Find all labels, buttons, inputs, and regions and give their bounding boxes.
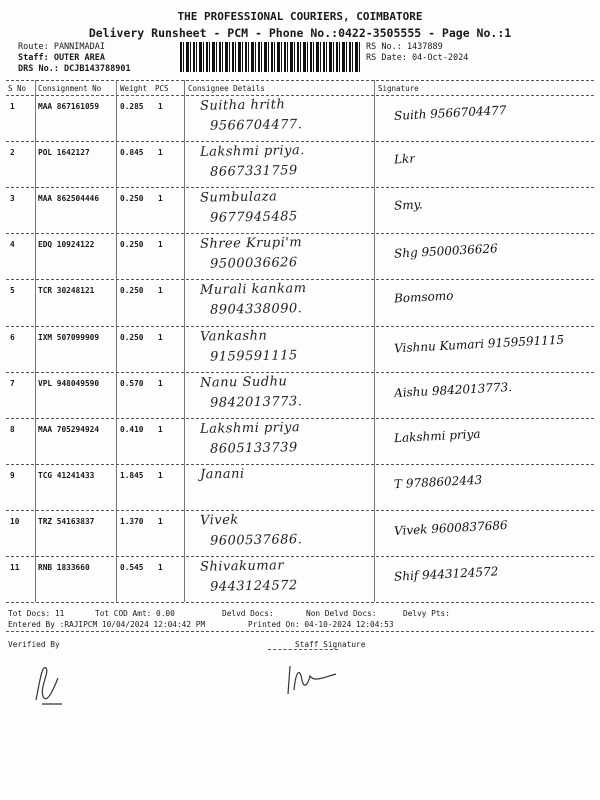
staff-label: Staff: OUTER AREA bbox=[18, 53, 105, 63]
header-bottom-line bbox=[6, 95, 594, 96]
row-consignee-phone: 8667331759 bbox=[209, 163, 298, 180]
row-consignment: TCR 30248121 bbox=[38, 286, 95, 296]
row-consignment: MAA 862504446 bbox=[38, 194, 100, 204]
row-consignee-name: Lakshmi priya bbox=[199, 419, 301, 437]
row-consignee-phone: 9500036626 bbox=[209, 255, 298, 273]
row-separator bbox=[6, 418, 594, 419]
staff-signature bbox=[282, 660, 342, 700]
row-separator bbox=[6, 464, 594, 465]
row-sno: 2 bbox=[10, 148, 15, 158]
row-sno: 8 bbox=[10, 424, 15, 434]
row-pcs: 1 bbox=[158, 424, 163, 434]
verified-by-label: Verified By bbox=[8, 640, 60, 649]
row-consignee-name: Suitha hrith bbox=[199, 97, 286, 114]
rs-date: RS Date: 04-Oct-2024 bbox=[366, 53, 469, 63]
row-consignee-phone: 9566704477. bbox=[209, 117, 303, 134]
col-weight: Weight bbox=[120, 84, 148, 93]
row-sno: 6 bbox=[10, 332, 15, 342]
staff-signature-label: Staff Signature bbox=[295, 640, 366, 649]
row-consignee-name: Lakshmi priya. bbox=[199, 143, 305, 161]
row-consignee-name: Vankashn bbox=[199, 327, 268, 345]
verifier-signature bbox=[28, 660, 68, 705]
col-pcs: PCS bbox=[155, 84, 169, 93]
delivery-points: Delvy Pts: bbox=[403, 609, 450, 618]
row-signature: Suith 9566704477 bbox=[393, 103, 507, 123]
company-title: THE PROFESSIONAL COURIERS, COIMBATORE bbox=[177, 10, 423, 23]
row-signature: Shg 9500036626 bbox=[393, 241, 499, 262]
row-sno: 11 bbox=[10, 563, 20, 572]
row-signature: Lakshmi priya bbox=[393, 426, 481, 445]
column-divider bbox=[374, 80, 375, 602]
row-sno: 4 bbox=[10, 240, 15, 250]
entered-by: Entered By :RAJIPCM 10/04/2024 12:04:42 PM bbox=[8, 620, 206, 629]
row-signature: Shif 9443124572 bbox=[393, 564, 499, 584]
col-consignee: Consignee Details bbox=[188, 84, 265, 93]
col-consignment: Consignment No bbox=[38, 84, 102, 93]
row-consignment: MAA 867161059 bbox=[38, 102, 100, 111]
row-separator bbox=[6, 602, 594, 603]
row-sno: 7 bbox=[10, 378, 15, 388]
row-weight: 0.570 bbox=[120, 378, 144, 388]
row-pcs: 1 bbox=[158, 470, 163, 480]
table-top-line bbox=[6, 80, 594, 81]
row-weight: 0.250 bbox=[120, 240, 144, 250]
delivered-docs: Delvd Docs: bbox=[222, 609, 274, 618]
row-weight: 0.285 bbox=[120, 102, 144, 111]
row-separator bbox=[6, 510, 594, 511]
row-weight: 0.250 bbox=[120, 286, 144, 296]
row-separator bbox=[6, 141, 594, 142]
row-consignee-name: Sumbulaza bbox=[199, 189, 278, 206]
non-delivered-docs: Non Delvd Docs: bbox=[306, 609, 377, 618]
row-pcs: 1 bbox=[158, 516, 163, 526]
row-separator bbox=[6, 326, 594, 327]
column-divider bbox=[35, 80, 36, 602]
row-pcs: 1 bbox=[158, 563, 163, 572]
col-sno: S No bbox=[8, 84, 27, 93]
row-sno: 3 bbox=[10, 194, 15, 204]
row-pcs: 1 bbox=[158, 240, 163, 250]
row-consignee-name: Nanu Sudhu bbox=[199, 373, 288, 391]
row-signature: Lkr bbox=[393, 151, 416, 167]
row-pcs: 1 bbox=[158, 378, 163, 388]
row-weight: 0.250 bbox=[120, 194, 144, 204]
row-consignee-name: Shivakumar bbox=[199, 558, 285, 575]
col-signature: Signature bbox=[378, 84, 419, 93]
row-consignee-name: Murali kankam bbox=[199, 281, 307, 299]
row-consignee-name: Vivek bbox=[199, 512, 239, 529]
row-consignee-phone: 9159591115 bbox=[209, 347, 298, 365]
row-separator bbox=[6, 372, 594, 373]
row-consignment: VPL 948049590 bbox=[38, 378, 100, 388]
row-weight: 0.545 bbox=[120, 563, 144, 572]
row-pcs: 1 bbox=[158, 102, 163, 111]
row-sno: 9 bbox=[10, 470, 15, 480]
row-weight: 0.410 bbox=[120, 424, 144, 434]
row-separator bbox=[6, 556, 594, 557]
row-weight: 1.370 bbox=[120, 516, 144, 526]
column-divider bbox=[116, 80, 117, 602]
drs-number: DRS No.: DCJB143788901 bbox=[18, 64, 131, 74]
row-signature: Smy. bbox=[393, 197, 423, 213]
row-pcs: 1 bbox=[158, 332, 163, 342]
row-weight: 0.250 bbox=[120, 332, 144, 342]
total-cod: Tot COD Amt: 0.00 bbox=[95, 609, 175, 618]
row-consignment: IXM 507099909 bbox=[38, 332, 100, 342]
rs-number: RS No.: 1437889 bbox=[366, 42, 443, 52]
row-weight: 1.845 bbox=[120, 470, 144, 480]
row-consignee-phone: 8605133739 bbox=[209, 439, 298, 457]
staff-signature-line bbox=[268, 649, 338, 650]
printed-on: Printed On: 04-10-2024 12:04:53 bbox=[248, 620, 394, 629]
row-signature: T 9788602443 bbox=[393, 472, 483, 492]
row-consignment: EDQ 10924122 bbox=[38, 240, 95, 250]
row-consignment: POL 1642127 bbox=[38, 148, 90, 158]
row-signature: Aishu 9842013773. bbox=[393, 379, 513, 400]
row-pcs: 1 bbox=[158, 148, 163, 158]
total-docs: Tot Docs: 11 bbox=[8, 609, 65, 618]
row-consignee-phone: 8904338090. bbox=[209, 301, 303, 319]
row-sno: 5 bbox=[10, 286, 15, 296]
route-label: Route: PANNIMADAI bbox=[18, 42, 105, 52]
row-consignment: TCG 41241433 bbox=[38, 470, 95, 480]
row-sno: 1 bbox=[10, 102, 15, 111]
column-divider bbox=[184, 80, 185, 602]
row-signature: Vishnu Kumari 9159591115 bbox=[393, 332, 565, 355]
row-separator bbox=[6, 187, 594, 188]
row-signature: Bomsomo bbox=[393, 288, 454, 306]
row-pcs: 1 bbox=[158, 194, 163, 204]
barcode bbox=[180, 42, 360, 72]
row-consignment: RNB 1833660 bbox=[38, 563, 90, 572]
row-consignment: TRZ 54163837 bbox=[38, 516, 95, 526]
row-consignee-name: Shree Krupi'm bbox=[199, 235, 303, 253]
row-consignee-phone: 9677945485 bbox=[209, 209, 298, 226]
row-sno: 10 bbox=[10, 516, 20, 526]
row-consignee-name: Janani bbox=[199, 466, 245, 483]
row-consignment: MAA 705294924 bbox=[38, 424, 100, 434]
runsheet-title: Delivery Runsheet - PCM - Phone No.:0422-3505555 - Page No.:1 bbox=[88, 26, 512, 40]
row-signature: Vivek 9600837686 bbox=[393, 517, 508, 538]
footer-line bbox=[6, 631, 594, 632]
row-consignee-phone: 9443124572 bbox=[209, 578, 298, 595]
row-pcs: 1 bbox=[158, 286, 163, 296]
row-weight: 0.845 bbox=[120, 148, 144, 158]
row-consignee-phone: 9600537686. bbox=[209, 532, 303, 549]
row-consignee-phone: 9842013773. bbox=[209, 393, 303, 411]
